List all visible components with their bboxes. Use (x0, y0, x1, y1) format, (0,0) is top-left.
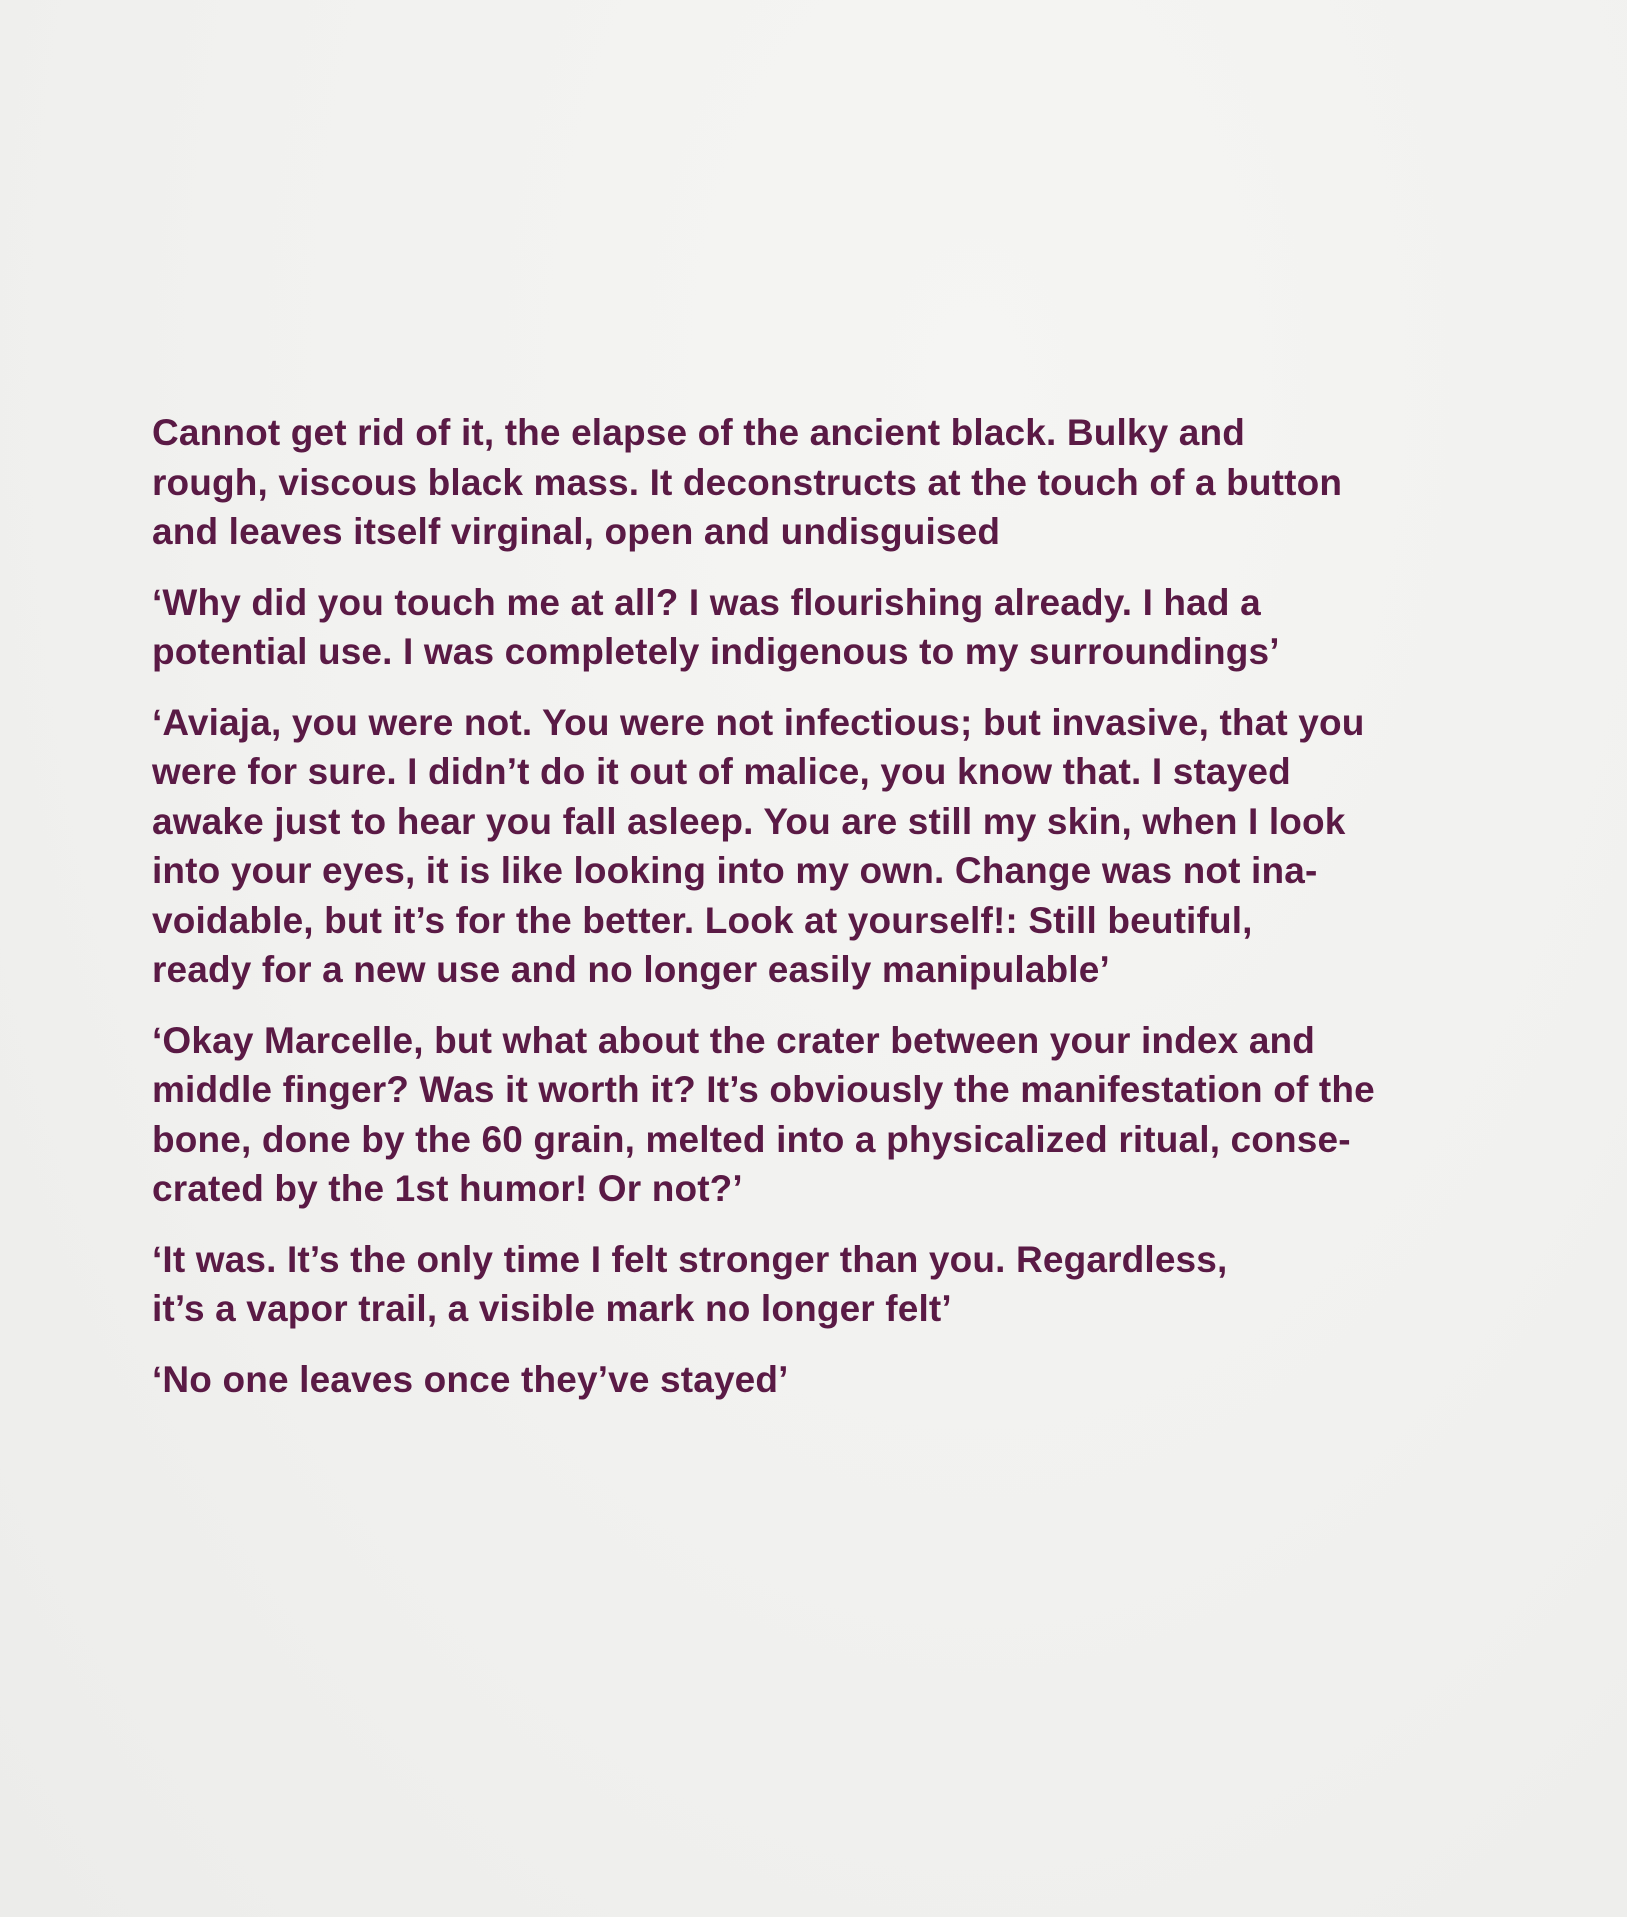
text-block (152, 408, 1512, 1425)
paragraph-1 (152, 408, 1512, 557)
text-line: rough, viscous black mass. It deconstructs at the touch of a button (152, 461, 1343, 503)
text-line: ‘Aviaja, you were not. You were not infectious; but invasive, that you (152, 701, 1365, 743)
paragraph-4 (152, 1016, 1512, 1214)
text-line: ‘Okay Marcelle, but what about the crater between your index and (152, 1019, 1316, 1061)
text-line: awake just to hear you fall asleep. You are still my skin, when I look (152, 800, 1346, 842)
paragraph-3 (152, 698, 1512, 995)
text-line: into your eyes, it is like looking into my own. Change was not ina- (152, 850, 1318, 891)
paragraph-2 (152, 578, 1512, 677)
text-line: bone, done by the 60 grain, melted into a physicalized ritual, conse- (152, 1118, 1351, 1160)
text-line: were for sure. I didn’t do it out of malice, you know that. I stayed (152, 751, 1291, 792)
text-line: voidable, but it’s for the better. Look at yourself!: Still beutiful, (152, 899, 1253, 941)
text-line: and leaves itself virginal, open and undisguised (152, 511, 1001, 552)
text-line: middle finger? Was it worth it? It’s obviously the manifestation of the (152, 1069, 1375, 1110)
text-line: it’s a vapor trail, a visible mark no longer felt’ (152, 1288, 952, 1329)
text-line: ‘No one leaves once they’ve stayed’ (152, 1358, 789, 1400)
text-line: ready for a new use and no longer easily manipulable’ (152, 949, 1110, 990)
text-line: ‘Why did you touch me at all? I was flourishing already. I had a (152, 581, 1261, 623)
text-line: potential use. I was completely indigenous to my surroundings’ (152, 631, 1280, 672)
text-line: Cannot get rid of it, the elapse of the ancient black. Bulky and (152, 412, 1246, 453)
paragraph-5 (152, 1235, 1512, 1334)
paragraph-6 (152, 1355, 1512, 1405)
text-line: crated by the 1st humor! Or not?’ (152, 1168, 743, 1209)
text-line: ‘It was. It’s the only time I felt stronger than you. Regardless, (152, 1238, 1228, 1280)
